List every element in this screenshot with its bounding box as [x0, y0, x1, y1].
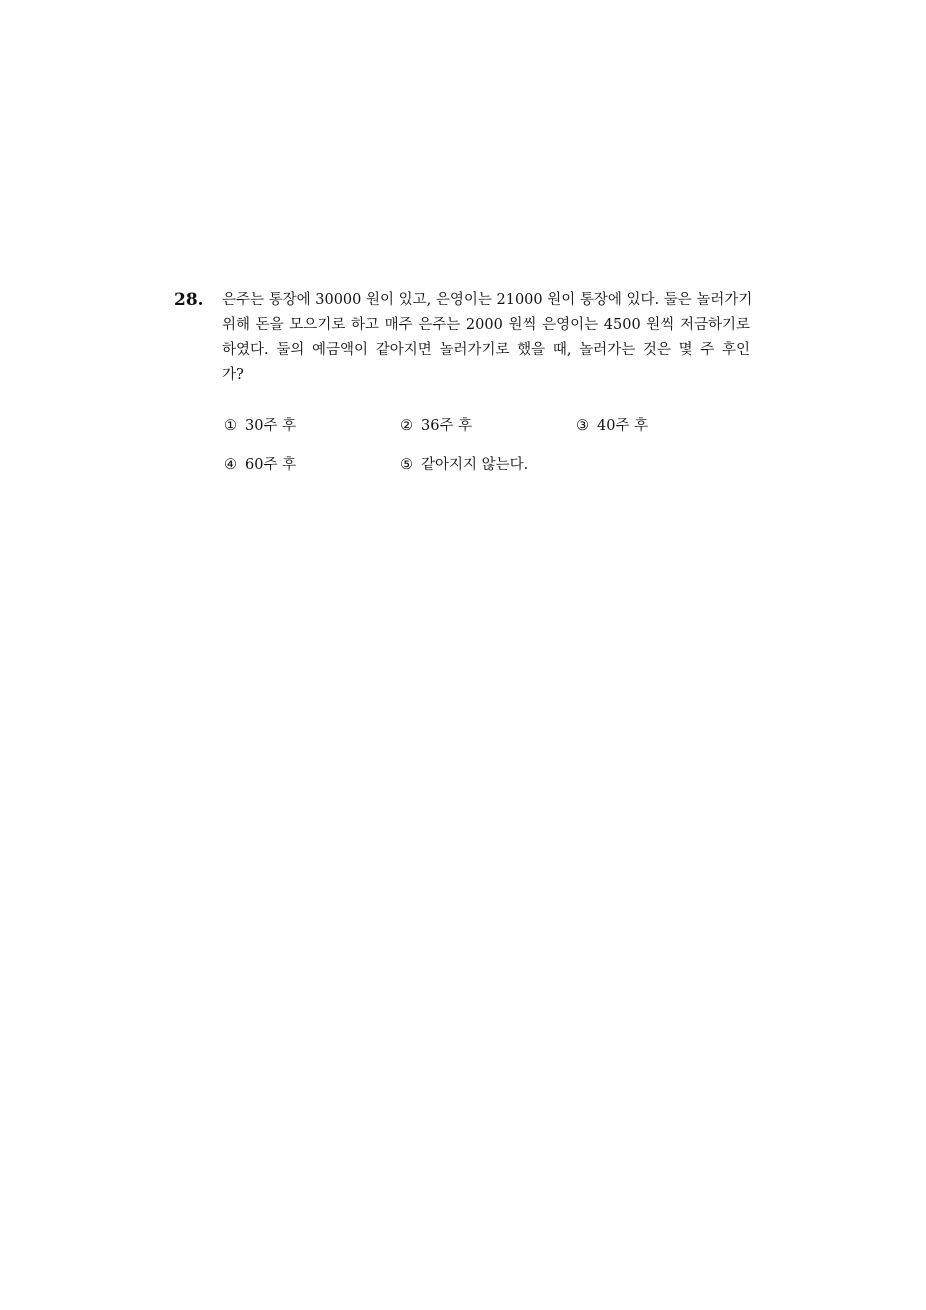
choice-text: 30주 후 — [245, 418, 297, 434]
choice-5[interactable] — [400, 455, 528, 475]
choice-text: 36주 후 — [421, 418, 473, 434]
choice-marker: ① — [224, 418, 237, 434]
choice-4[interactable] — [224, 455, 296, 475]
question-line: 위해 돈을 모으기로 하고 매주 은주는 2000 원씩 은영이는 4500 원씩 저금하기로 — [222, 317, 750, 333]
choice-text: 같아지지 않는다. — [421, 457, 529, 473]
choice-3[interactable] — [576, 416, 648, 436]
choice-marker: ③ — [576, 418, 589, 434]
question-line: 하였다. 둘의 예금액이 같아지면 놀러가기로 했을 때, 놀러가는 것은 몇 주 후인 — [222, 342, 750, 358]
choice-2[interactable] — [400, 416, 472, 436]
choice-marker: ⑤ — [400, 457, 413, 473]
question-line: 은주는 통장에 30000 원이 있고, 은영이는 21000 원이 통장에 있다. 둘은 놀러가기 — [222, 292, 753, 308]
choice-1[interactable] — [224, 416, 296, 436]
choice-text: 40주 후 — [597, 418, 649, 434]
question-number: 28. — [174, 290, 204, 310]
choice-text: 60주 후 — [245, 457, 297, 473]
question-line: 가? — [222, 367, 244, 383]
choice-marker: ④ — [224, 457, 237, 473]
question-text — [222, 288, 753, 388]
choice-marker: ② — [400, 418, 413, 434]
